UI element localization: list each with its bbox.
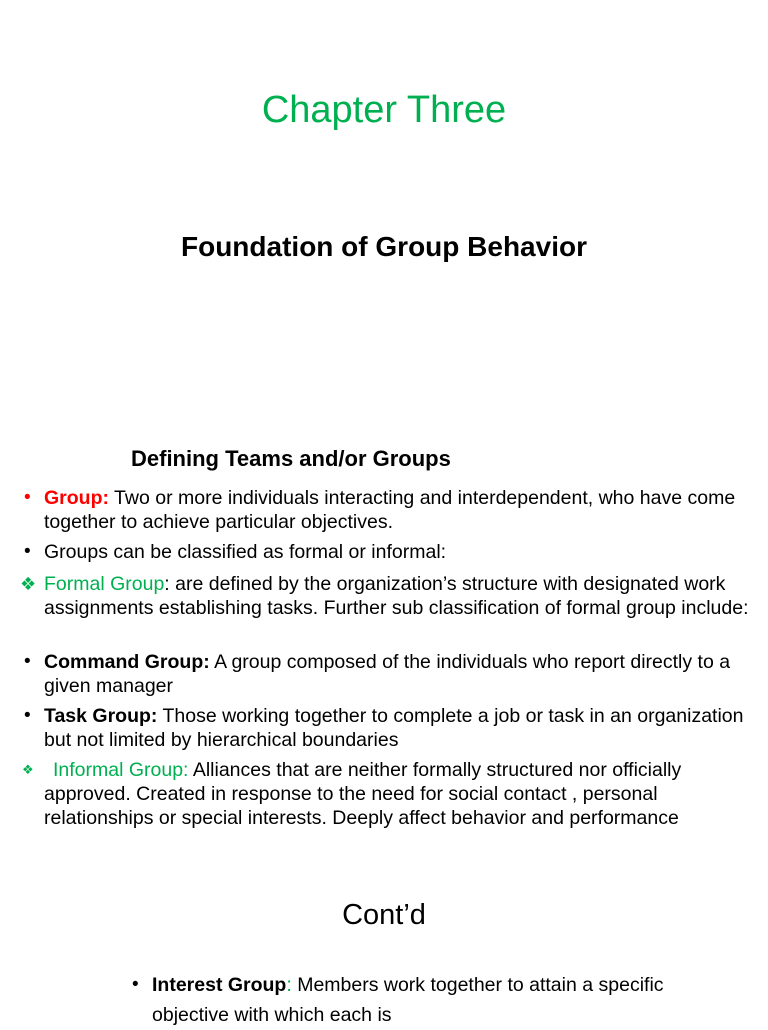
list-item-group	[20, 486, 750, 534]
term-colon: :	[286, 974, 292, 996]
item-text: Members work together to attain a specific objective with which each is	[152, 974, 664, 1026]
slide-title-contd: Cont’d	[342, 899, 426, 931]
term-label: Formal Group	[44, 573, 165, 595]
list-item-interest-group	[128, 970, 728, 1030]
term-label: Task Group:	[44, 705, 158, 727]
section-title: Defining Teams and/or Groups	[131, 446, 451, 471]
term-label: Informal Group:	[53, 759, 189, 781]
item-text: Two or more individuals interacting and interdependent, who have come together to achieve particular objectives.	[44, 487, 736, 533]
diamond-bullet-icon: ❖	[20, 574, 37, 594]
bullet-icon: •	[24, 651, 31, 672]
list-item-informal-group	[20, 758, 750, 830]
item-text: : are defined by the organization’s structure with designated work assignments establishing tasks. Further sub classification of formal group include:	[44, 573, 749, 619]
term-label: Command Group:	[44, 651, 210, 673]
bullet-icon: •	[24, 487, 31, 508]
bullet-icon: •	[24, 541, 31, 562]
list-item-task-group	[20, 704, 750, 752]
list-item-classification	[20, 540, 750, 564]
slide-subtitle: Foundation of Group Behavior	[181, 231, 587, 262]
diamond-bullet-icon: ❖	[22, 762, 34, 777]
list-item-formal-group	[20, 572, 750, 620]
item-text: Those working together to complete a job or task in an organization but not limited by hierarchical boundaries	[44, 705, 744, 751]
bullet-icon: •	[24, 705, 31, 726]
item-text: Alliances that are neither formally structured nor officially approved. Created in response to the need for social contact , personal relationships or special interests. Deeply affect behavior and performance	[44, 759, 682, 829]
item-text: Groups can be classified as formal or informal:	[44, 541, 447, 563]
item-text: A group composed of the individuals who report directly to a given manager	[44, 651, 731, 697]
term-label: Group:	[44, 487, 109, 509]
chapter-title: Chapter Three	[261, 89, 507, 131]
bullet-icon: •	[132, 974, 139, 995]
list-item-command-group	[20, 650, 750, 698]
term-label: Interest Group	[152, 974, 287, 996]
